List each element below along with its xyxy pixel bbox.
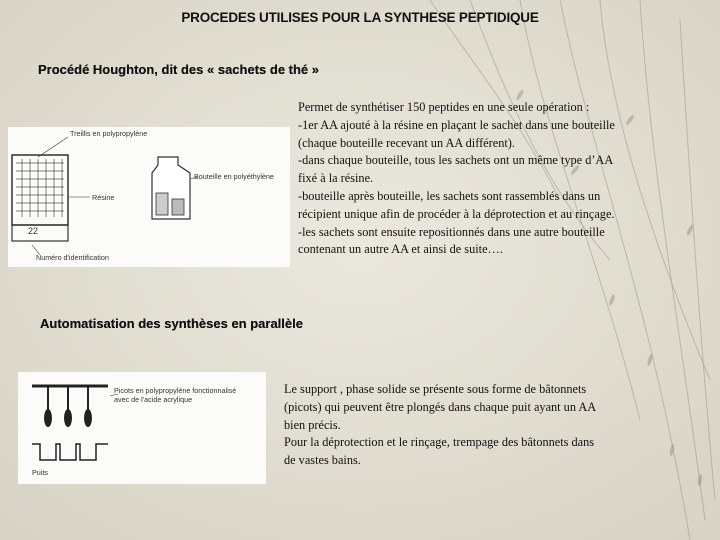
text-line: Permet de synthétiser 150 peptides en une seule opération : <box>298 100 590 114</box>
text-line: (chaque bouteille recevant un AA différent). <box>298 135 515 150</box>
text-line: -dans chaque bouteille, tous les sachets ont un même type d’AA <box>298 153 614 168</box>
text-line: bien précis. <box>284 417 341 432</box>
figure-tea-bag <box>8 127 290 267</box>
text-line: -bouteille après bouteille, les sachets sont rassemblés dans un <box>298 188 601 203</box>
text-line: contenant un autre AA et ainsi de suite…. <box>298 242 503 257</box>
text-line: (picots) qui peuvent être plongés dans chaque puit ayant un AA <box>284 399 597 414</box>
text-line: fixé à la résine. <box>298 171 374 186</box>
text-line: Le support , phase solide se présente sous forme de bâtonnets <box>284 382 587 396</box>
text-line: de vastes bains. <box>284 453 361 468</box>
tea-bag-diagram <box>8 127 290 267</box>
figure-pins-wells <box>18 372 266 484</box>
label-pins-2: avec de l'acide acrylique <box>114 395 193 404</box>
label-resin: Résine <box>92 193 115 202</box>
label-sachet-number: 22 <box>28 226 39 236</box>
page-title: PROCEDES UTILISES POUR LA SYNTHESE PEPTIDIQUE <box>181 10 539 25</box>
section-heading-houghton: Procédé Houghton, dit des « sachets de thé » <box>38 62 320 77</box>
text-line: Pour la déprotection et le rinçage, trempage des bâtonnets dans <box>284 435 595 450</box>
label-mesh: Treillis en polypropylène <box>70 129 148 138</box>
label-pins-1: Picots en polypropylène fonctionnalisé <box>114 386 237 395</box>
label-wells: Puits <box>32 468 48 477</box>
label-identification: Numéro d'identification <box>36 253 109 262</box>
houghton-description <box>298 99 714 259</box>
label-bottle: Bouteille en polyéthylène <box>194 172 274 181</box>
section-heading-automation: Automatisation des synthèses en parallèle <box>40 316 303 331</box>
text-line: récipient unique afin de procéder à la déprotection et au rinçage. <box>298 206 615 221</box>
text-line: -1er AA ajouté à la résine en plaçant le sachet dans une bouteille <box>298 117 615 132</box>
text-line: -les sachets sont ensuite repositionnés dans une autre bouteille <box>298 224 605 239</box>
automation-description <box>284 381 696 470</box>
